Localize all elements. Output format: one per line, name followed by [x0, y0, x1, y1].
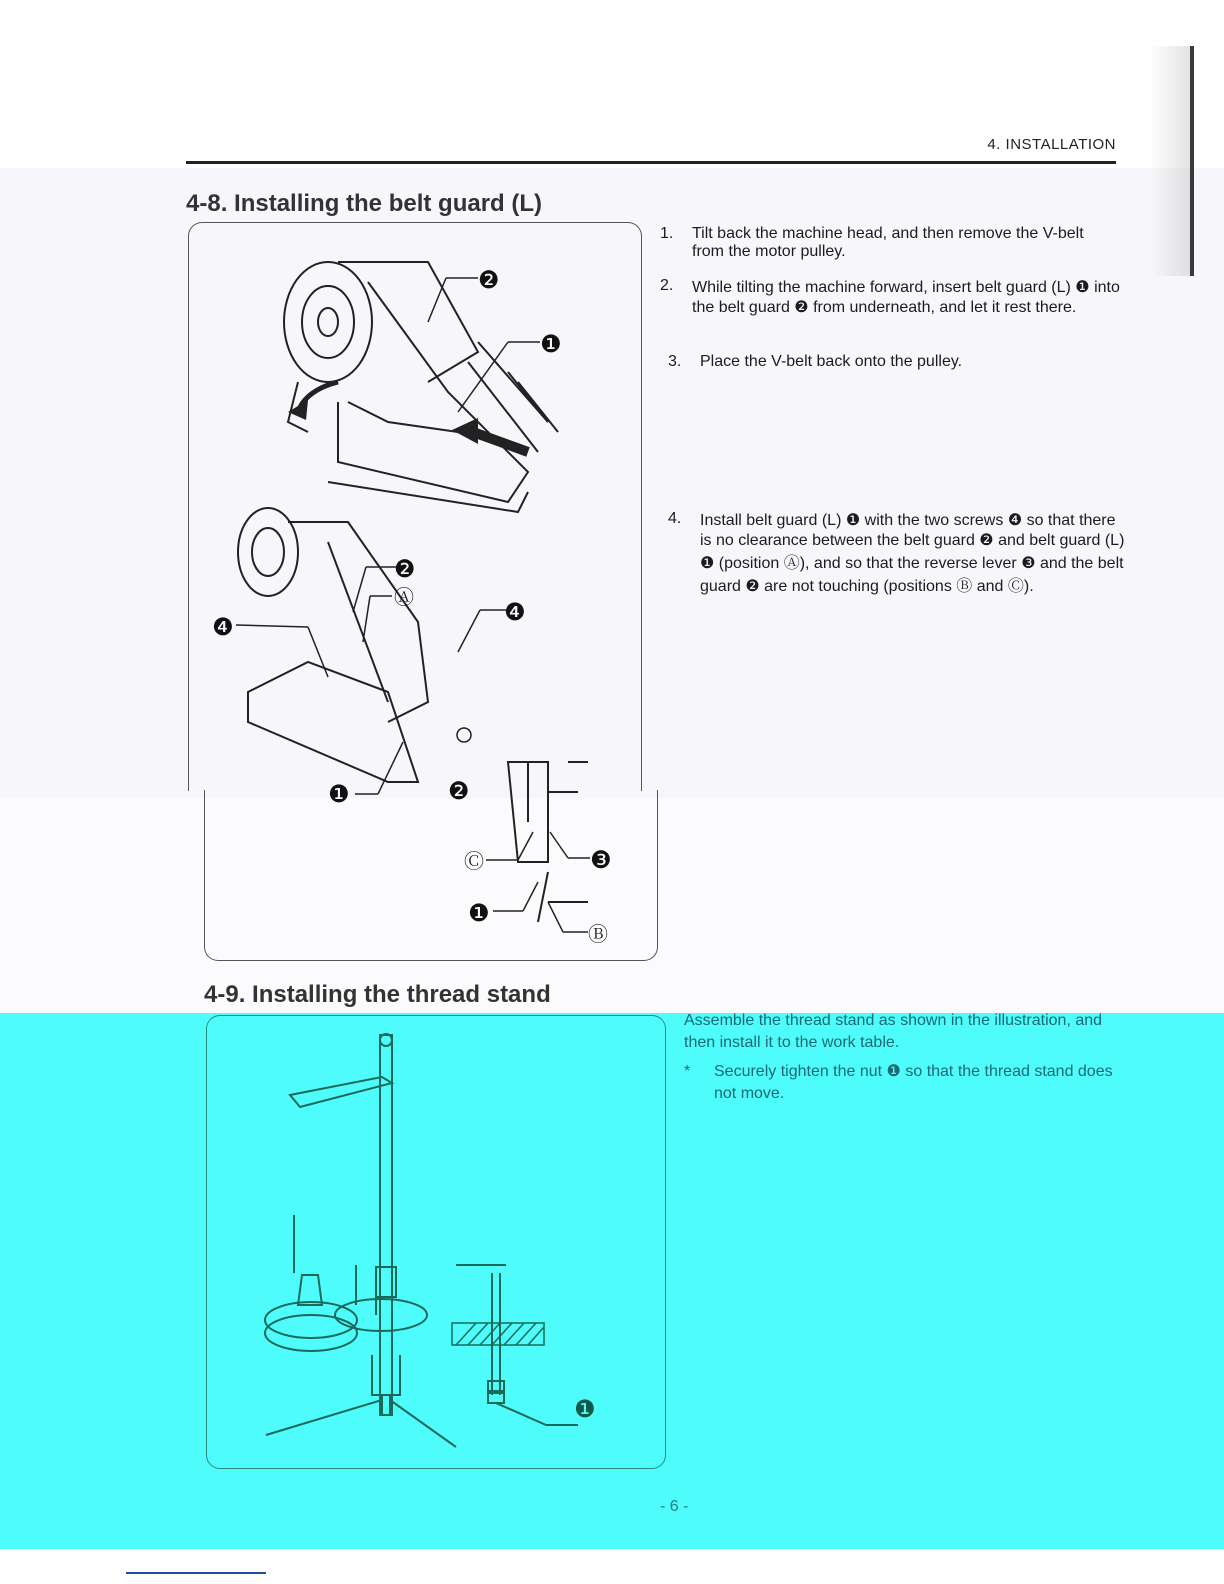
- thread-stand-intro: Assemble the thread stand as shown in the illustration, and then install it to the work table.: [684, 1012, 1103, 1051]
- callout-4-left: ❹: [212, 613, 234, 641]
- section-title-4-9: 4-9. Installing the thread stand: [204, 981, 551, 1008]
- header-rule: [186, 161, 1116, 164]
- callout-2-lower: ❷: [448, 777, 470, 805]
- step-text: While tilting the machine forward, insert belt guard (L) ❶ into the belt guard ❷ from underneath, and let it rest there.: [692, 279, 1120, 316]
- section-title-4-8: 4-8. Installing the belt guard (L): [186, 190, 543, 217]
- belt-guard-callouts: [188, 222, 658, 962]
- callout-3: ❸: [590, 846, 612, 874]
- page-edge-shadow: [1150, 46, 1190, 276]
- page-edge: [1190, 46, 1194, 276]
- callout-1-top: ❶: [540, 330, 562, 358]
- footer-line: [126, 1572, 266, 1574]
- callout-4-right: ❹: [504, 598, 526, 626]
- callout-b: Ⓑ: [588, 922, 608, 946]
- callout-1-lower: ❶: [328, 780, 350, 808]
- callout-2-mid: ❷: [394, 555, 416, 583]
- callout-1-nut: ❶: [574, 1395, 596, 1423]
- page-number: - 6 -: [660, 1498, 689, 1515]
- step-number: 1.: [660, 225, 674, 242]
- section-header: 4. INSTALLATION: [987, 136, 1116, 153]
- step-text: Install belt guard (L) ❶ with the two screws ❹ so that there is no clearance between the belt guard ❷ and belt guard (L) ❶ (position Ⓐ), and so that the reverse lever ❸ and the belt guard ❷ are not touching (positions Ⓑ and Ⓒ).: [700, 512, 1125, 595]
- callout-2-top: ❷: [478, 266, 500, 294]
- callout-c: Ⓒ: [464, 849, 484, 873]
- callout-a: Ⓐ: [394, 585, 414, 609]
- note-marker: *: [684, 1063, 691, 1080]
- step-number: 2.: [660, 277, 674, 294]
- thread-stand-illustration: [206, 1015, 666, 1467]
- step-text: Place the V-belt back onto the pulley.: [700, 353, 963, 370]
- step-text: Tilt back the machine head, and then remove the V-belt from the motor pulley.: [692, 225, 1084, 260]
- callout-1-bottom: ❶: [468, 899, 490, 927]
- note-text: Securely tighten the nut ❶ so that the thread stand does not move.: [714, 1063, 1113, 1102]
- step-number: 4.: [668, 510, 682, 527]
- step-number: 3.: [668, 353, 682, 370]
